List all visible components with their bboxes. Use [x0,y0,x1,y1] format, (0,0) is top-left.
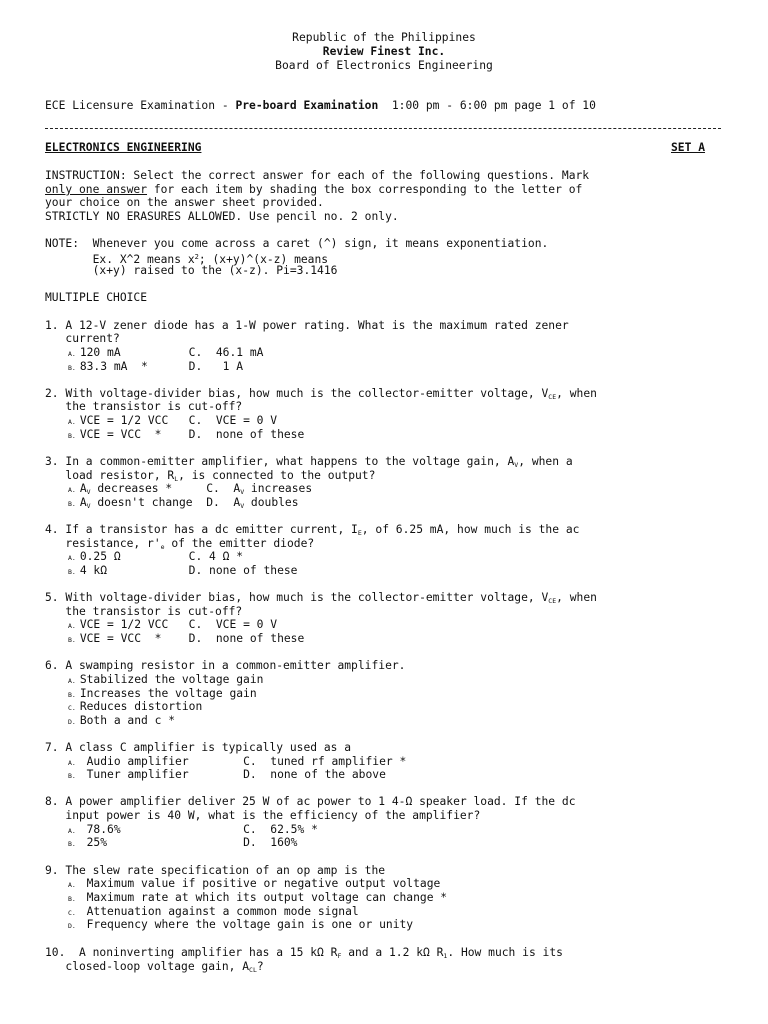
q6-option-c: Reduces distortion [79,700,203,713]
q6-option-b: Increases the voltage gain [79,687,257,700]
q1-option-d: D. 1 A [188,360,244,373]
option-letter: C. [68,909,76,917]
option-letter: A. [68,622,76,630]
option-letter: C. [68,704,76,712]
q9-option-d-line [68,918,413,933]
q5-option-a: VCE = 1/2 VCC [79,618,189,631]
instruction-line-2 [45,183,582,196]
header-republic: Republic of the Philippines [292,31,476,44]
q3-option-d-rest: doubles [244,496,299,509]
option-letter: A. [68,418,76,426]
q9-option-b: Maximum rate at which its output voltage can change * [79,891,448,904]
q3-option-a: A [79,482,87,495]
q4-option-a: 0.25 Ω [79,550,189,563]
q4-options-bd [68,564,297,579]
q9-stem: 9. The slew rate specification of an op amp is the [45,864,386,877]
q4-subscript-e: e [160,543,165,551]
exam-type: Pre-board Examination [235,99,379,112]
option-letter: B. [68,432,76,440]
q2-option-d: D. none of these [188,428,305,441]
q7-stem: 7. A class C amplifier is typically used as a [45,741,352,754]
q7-options-bd [68,768,386,783]
q8-stem-1: 8. A power amplifier deliver 25 W of ac power to 1 4-Ω speaker load. If the dc [45,795,576,808]
q3-stem-1a: 3. In a common-emitter amplifier, what happens to the voltage gain, A [45,455,515,468]
q6-option-c-line [68,700,202,715]
header-company: Review Finest Inc. [322,45,446,58]
q7-option-c: C. tuned rf amplifier * [243,755,407,768]
option-letter: A. [68,677,76,685]
section-title: ELECTRONICS ENGINEERING [45,141,202,154]
q5-options-ac [68,618,277,633]
option-letter: D. [68,922,76,930]
q2-subscript: CE [548,393,557,401]
q5-stem-2: the transistor is cut-off? [45,605,243,618]
q5-stem-1a: 5. With voltage-divider bias, how much is the collector-emitter voltage, V [45,591,549,604]
q3-subscript-l: L [174,475,179,483]
q1-option-b: 83.3 mA * [79,360,189,373]
q5-option-b: VCE = VCC * [79,632,189,645]
q3-options-bd [68,496,299,513]
q9-option-a: Maximum value if positive or negative output voltage [79,877,441,890]
q1-options-ac [68,346,263,361]
note-line-1: NOTE: Whenever you come across a caret (^) sign, it means exponentiation. [45,237,549,250]
q5-option-c: C. VCE = 0 V [188,618,278,631]
q3-stem-2a: load resistor, R [45,469,175,482]
q3-option-b-rest: doesn't change [90,496,207,509]
q7-option-b: Tuner amplifier [79,768,244,781]
q1-stem-2: current? [45,332,120,345]
q3-option-d-sub: V [240,502,245,510]
q2-option-c: C. VCE = 0 V [188,414,278,427]
q1-option-a: 120 mA [79,346,189,359]
q10-stem-1a: 10. A noninverting amplifier has a 15 kΩ R [45,946,338,959]
option-letter: A. [68,350,76,358]
instruction-line-3: your choice on the answer sheet provided. [45,196,324,209]
q10-stem-2b: ? [256,960,264,973]
option-letter: A. [68,881,76,889]
q10-subscript-1: 1 [443,952,448,960]
option-letter: B. [68,895,76,903]
q4-stem-1b: , of 6.25 mA, how much is the ac [361,523,580,536]
q3-option-c-sub: V [240,488,245,496]
q8-option-c: C. 62.5% * [243,823,318,836]
q9-option-a-line [68,877,440,892]
q4-stem-1a: 4. If a transistor has a dc emitter current, I [45,523,358,536]
q5-option-d: D. none of these [188,632,305,645]
q10-stem-1c: . How much is its [447,946,563,959]
q1-options-bd [68,360,243,375]
q8-option-b: 25% [79,836,244,849]
q4-stem-2a: resistance, r' [45,537,161,550]
q5-stem-1b: , when [556,591,597,604]
q4-option-c: C. 4 Ω * [188,550,244,563]
q9-option-b-line [68,891,447,906]
q4-option-b: 4 kΩ [79,564,189,577]
q3-stem-1b: , when a [518,455,573,468]
q10-stem-2 [45,960,264,977]
q2-options-bd [68,428,304,443]
option-letter: D. [68,718,76,726]
q2-stem-1b: , when [556,387,597,400]
q1-option-c: C. 46.1 mA [188,346,264,359]
q9-option-d: Frequency where the voltage gain is one or unity [79,918,414,931]
q6-option-a-line [68,673,263,688]
q6-option-d-line [68,714,175,729]
option-letter: A. [68,486,76,494]
q2-stem-1a: 2. With voltage-divider bias, how much is the collector-emitter voltage, V [45,387,549,400]
q2-stem-2: the transistor is cut-off? [45,400,243,413]
q1-stem-1: 1. A 12-V zener diode has a 1-W power rating. What is the maximum rated zener [45,319,569,332]
option-letter: B. [68,636,76,644]
exam-prefix: ECE Licensure Examination - [45,99,236,112]
instruction-line-4: STRICTLY NO ERASURES ALLOWED. Use pencil no. 2 only. [45,210,399,223]
option-letter: A. [68,827,76,835]
q2-option-a: VCE = 1/2 VCC [79,414,189,427]
option-letter: B. [68,568,76,576]
q4-option-d: D. none of these [188,564,298,577]
q3-option-d: D. A [206,496,241,509]
option-letter: A. [68,554,76,562]
q2-option-b: VCE = VCC * [79,428,189,441]
q7-option-a: Audio amplifier [79,755,244,768]
option-letter: B. [68,500,76,508]
option-letter: B. [68,364,76,372]
instruction-line-2-rest: for each item by shading the box corresponding to the letter of [147,183,583,196]
instruction-emphasis: only one answer [45,183,148,196]
q3-option-b-sub: V [86,502,91,510]
q8-stem-2: input power is 40 W, what is the efficiency of the amplifier? [45,809,481,822]
exam-line [45,99,596,112]
instruction-line-1: INSTRUCTION: Select the correct answer for each of the following questions. Mark [45,169,590,182]
set-label: SET A [671,141,706,154]
option-letter: B. [68,691,76,699]
q9-option-c: Attenuation against a common mode signal [79,905,359,918]
q10-subscript-f: F [337,952,342,960]
q4-stem-2b: of the emitter diode? [164,537,315,550]
note-superscript: 2 [194,253,199,261]
q2-options-ac [68,414,277,429]
q8-option-d: D. 160% [243,836,298,849]
q6-option-a: Stabilized the voltage gain [79,673,264,686]
q7-option-d: D. none of the above [243,768,386,781]
option-letter: A. [68,759,76,767]
q3-option-c-rest: increases [244,482,313,495]
q4-subscript: E [357,529,362,537]
q10-stem-1b: and a 1.2 kΩ R [341,946,444,959]
option-letter: B. [68,840,76,848]
q3-stem-2b: , is connected to the output? [178,469,376,482]
q3-option-a-rest: decreases * [90,482,207,495]
option-letter: B. [68,772,76,780]
q8-option-a: 78.6% [79,823,244,836]
q4-options-ac [68,550,243,565]
q6-option-d: Both a and c * [79,714,176,727]
q10-stem-2a: closed-loop voltage gain, A [45,960,250,973]
q3-subscript: V [514,461,519,469]
q5-options-bd [68,632,304,647]
dashed-divider [45,128,721,129]
note-line-3: (x+y) raised to the (x-z). Pi=3.1416 [45,264,338,277]
q8-options-bd [68,836,297,851]
multiple-choice-label: MULTIPLE CHOICE [45,291,148,304]
q5-subscript: CE [548,597,557,605]
note-line-2a: Ex. X^2 means x [45,253,195,266]
q10-subscript-cl: CL [249,966,257,974]
exam-time-page: 1:00 pm - 6:00 pm page 1 of 10 [378,99,596,112]
header-board: Board of Electronics Engineering [275,59,493,72]
note-line-2b: ; (x+y)^(x-z) means [198,253,329,266]
q3-option-a-sub: V [86,488,91,496]
q6-stem: 6. A swamping resistor in a common-emitter amplifier. [45,659,406,672]
q3-option-b: A [79,496,87,509]
q3-option-c: C. A [206,482,241,495]
